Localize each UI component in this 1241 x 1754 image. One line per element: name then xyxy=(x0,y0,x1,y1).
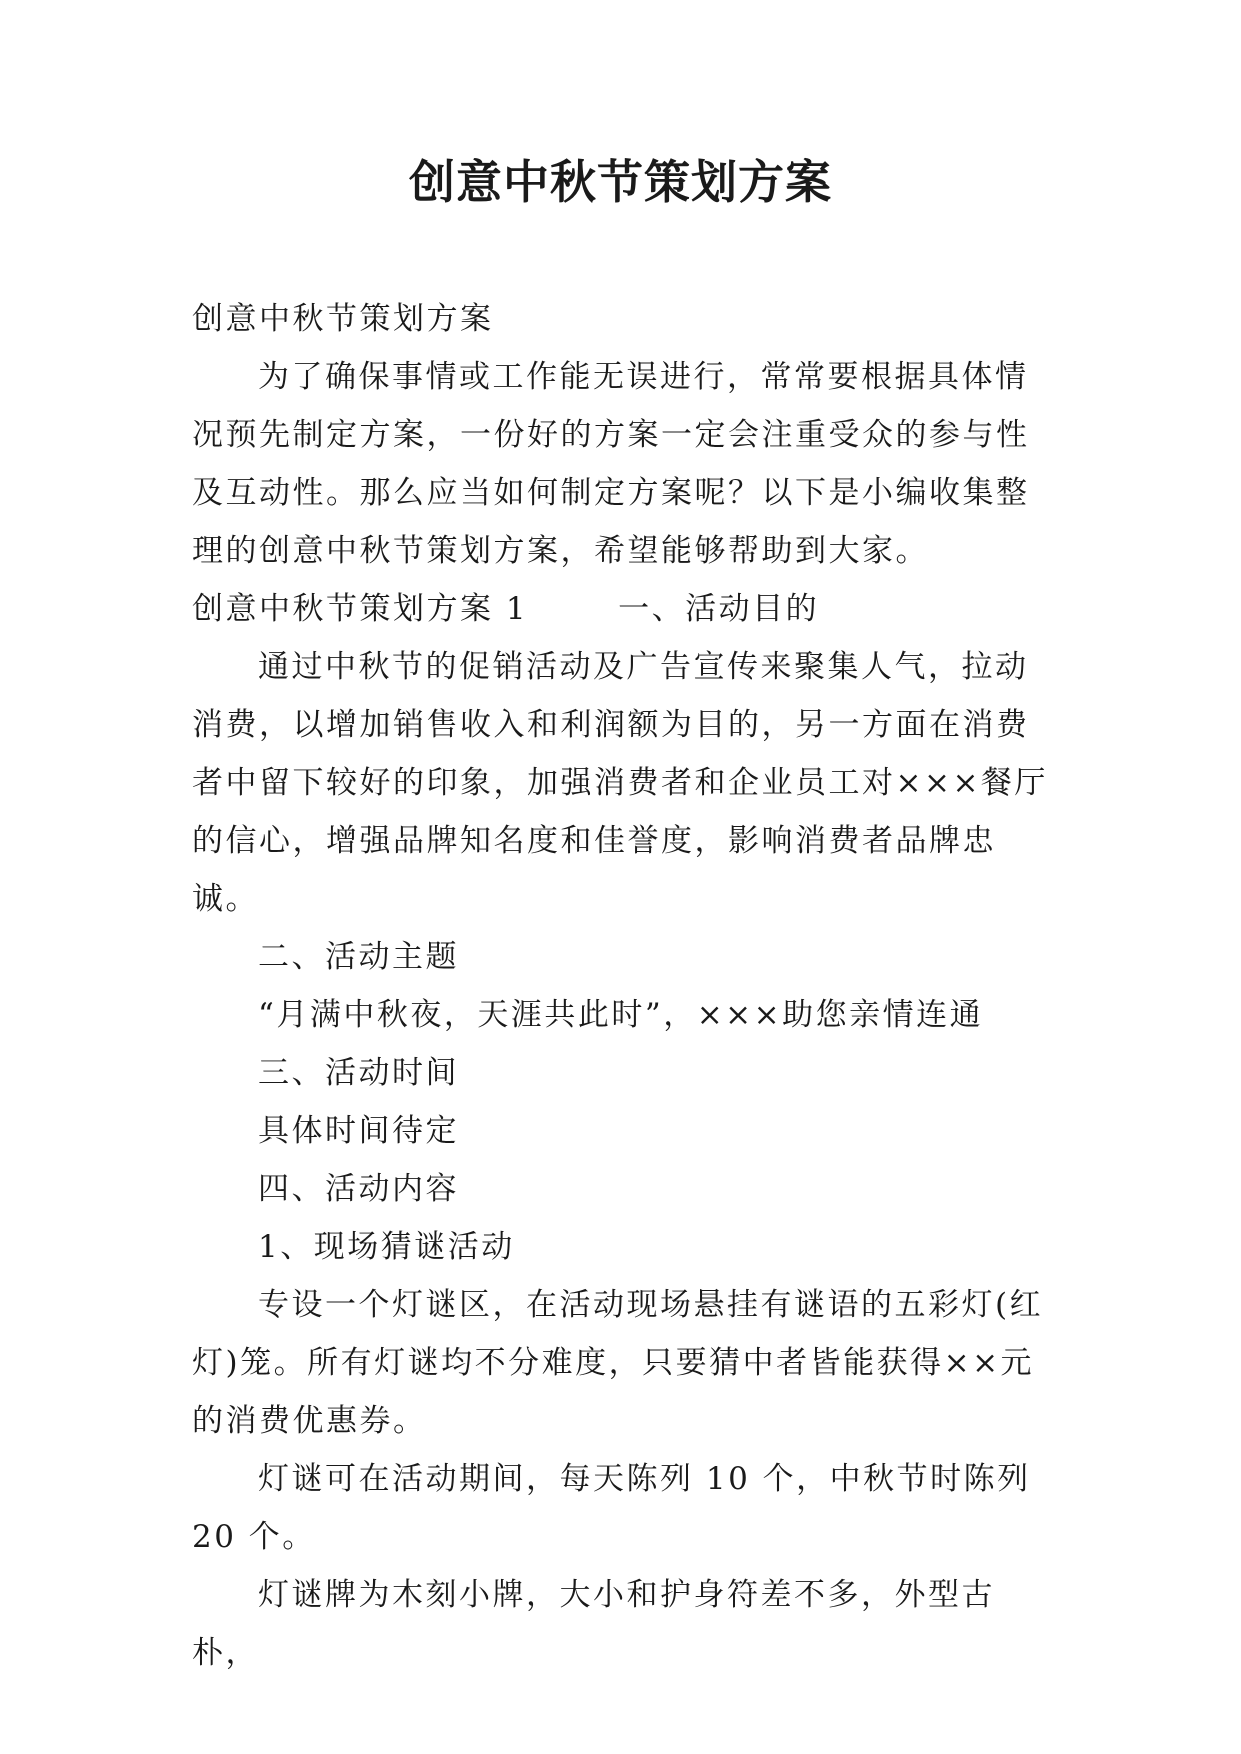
section4-item1-body: 专设一个灯谜区，在活动现场悬挂有谜语的五彩灯(红灯)笼。所有灯谜均不分难度，只要猜中者皆能获得××元的消费优惠券。 xyxy=(192,1287,1044,1439)
section3-body: 具体时间待定 xyxy=(258,1113,459,1149)
section4-item1-body2: 灯谜可在活动期间，每天陈列 10 个，中秋节时陈列 20 个。 xyxy=(192,1461,1031,1555)
section1-heading: 一、活动目的 xyxy=(618,591,820,627)
document-body xyxy=(192,290,1052,1682)
section2-body: “月满中秋夜，天涯共此时”，×××助您亲情连通 xyxy=(258,997,984,1033)
section3-heading: 三、活动时间 xyxy=(258,1055,459,1091)
section4-item1-body3: 灯谜牌为木刻小牌，大小和护身符差不多，外型古朴， xyxy=(192,1577,995,1671)
section2-heading: 二、活动主题 xyxy=(258,939,459,975)
section4-heading: 四、活动内容 xyxy=(258,1171,459,1207)
section1-body: 通过中秋节的促销活动及广告宣传来聚集人气，拉动消费，以增加销售收入和利润额为目的，另一方面在消费者中留下较好的印象，加强消费者和企业员工对×××餐厅的信心，增强品牌知名度和佳誉度，影响消费者品牌忠诚。 xyxy=(192,649,1048,917)
document-subtitle: 创意中秋节策划方案 xyxy=(192,301,494,337)
document-title: 创意中秋节策划方案 xyxy=(409,155,832,209)
intro-paragraph: 为了确保事情或工作能无误进行，常常要根据具体情况预先制定方案，一份好的方案一定会注重受众的参与性及互动性。那么应当如何制定方案呢？以下是小编收集整理的创意中秋节策划方案，希望能够帮助到大家。 xyxy=(192,359,1030,569)
section4-item1-heading: 1、现场猜谜活动 xyxy=(258,1229,515,1265)
plan1-title: 创意中秋节策划方案 1 xyxy=(192,591,529,627)
plan-heading-line xyxy=(192,580,1052,638)
